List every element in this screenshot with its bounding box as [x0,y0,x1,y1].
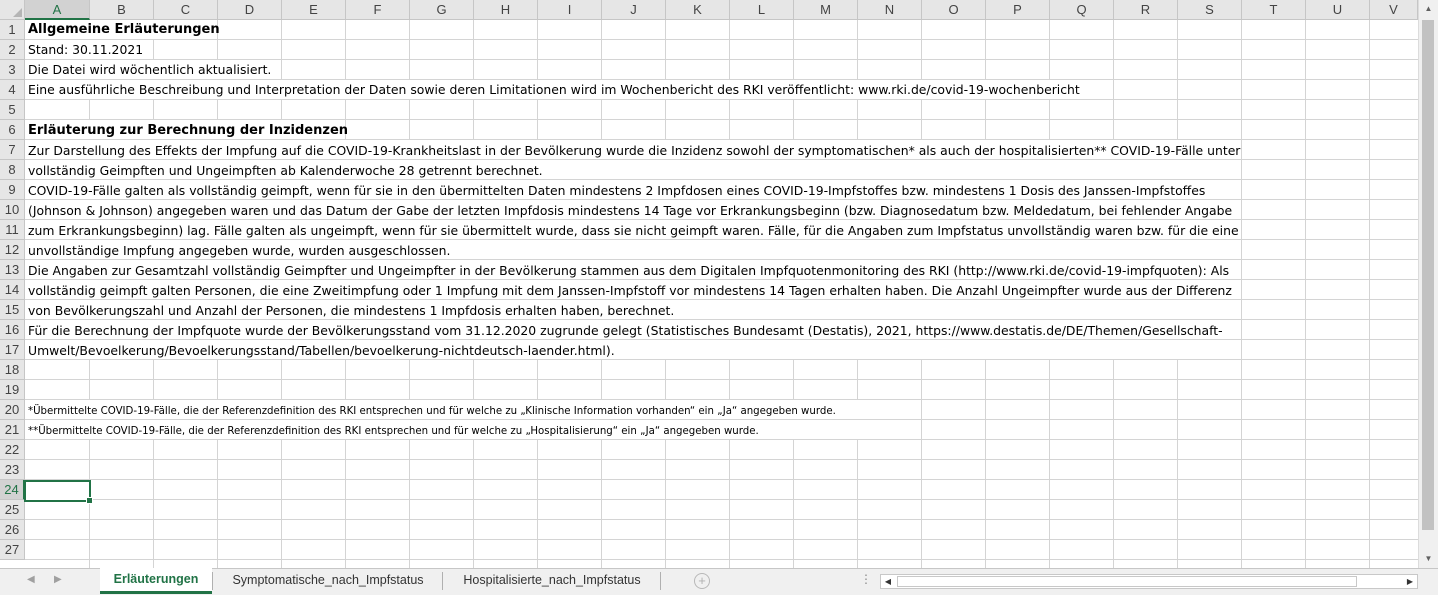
row-header-19[interactable]: 19 [0,380,25,400]
cell-a14[interactable]: vollständig geimpft galten Personen, die eine Zweitimpfung oder 1 Impfung mit dem Janssen-Impfstoff vor mindestens 14 Tagen erhalten haben. Die Anzahl Ungeimpfter wurde aus der Differenz [28,283,1232,298]
gridline [25,379,1418,380]
triangle-right-icon[interactable]: ▶ [54,574,62,585]
column-header-m[interactable]: M [794,0,858,20]
row-header-27[interactable]: 27 [0,540,25,560]
row-header-22[interactable]: 22 [0,440,25,460]
row-header-10[interactable]: 10 [0,200,25,220]
row-header-9[interactable]: 9 [0,180,25,200]
triangle-up-icon[interactable]: ▲ [1424,4,1433,13]
row-header-6[interactable]: 6 [0,120,25,140]
gridline [1305,20,1306,568]
column-header-j[interactable]: J [602,0,666,20]
row-header-18[interactable]: 18 [0,360,25,380]
cell-a12[interactable]: unvollständige Impfung angegeben wurde, wurden ausgeschlossen. [28,243,451,258]
cell-a9[interactable]: COVID-19-Fälle galten als vollständig geimpft, wenn für sie in den übermittelten Daten mindestens 2 Impfdosen eines COVID-19-Impfstoffes bzw. mindestens 1 Dosis des Janssen-Impfstoffes [28,183,1206,198]
row-header-13[interactable]: 13 [0,260,25,280]
horizontal-scroll-thumb[interactable] [897,576,1357,587]
column-header-g[interactable]: G [410,0,474,20]
column-header-b[interactable]: B [90,0,154,20]
column-header-f[interactable]: F [346,0,410,20]
cell-a6[interactable]: Erläuterung zur Berechnung der Inzidenzen [28,123,349,138]
cell-a11[interactable]: zum Erkrankungsbeginn) lag. Fälle galten als ungeimpft, wenn für sie übermittelt wurde, dass sie nicht geimpft waren. Fälle, für die Angaben zum Impfstatus unvollständig waren bzw. für die eine [28,223,1239,238]
gridline [1369,20,1370,568]
row-header-21[interactable]: 21 [0,420,25,440]
cell-a10[interactable]: (Johnson & Johnson) angegeben waren und das Datum der Gabe der letzten Impfdosis mindestens 14 Tage vor Erkrankungsbeginn (bzw. Diagnosedatum bzw. Meldedatum, bei fehlender Angabe [28,203,1233,218]
triangle-right-icon[interactable]: ▶ [1406,577,1414,586]
row-header-25[interactable]: 25 [0,500,25,520]
column-header-k[interactable]: K [666,0,730,20]
triangle-left-icon[interactable]: ◀ [884,577,892,586]
row-header-24[interactable]: 24 [0,480,25,500]
row-header-2[interactable]: 2 [0,40,25,60]
row-header-12[interactable]: 12 [0,240,25,260]
row-header-7[interactable]: 7 [0,140,25,160]
cell-a2[interactable]: Stand: 30.11.2021 [28,42,144,57]
cell-a4[interactable]: Eine ausführliche Beschreibung und Interpretation der Daten sowie deren Limitationen wird im Wochenbericht des RKI veröffentlicht: www.rki.de/covid-19-wochenbericht [28,82,1080,97]
cell-a17[interactable]: Umwelt/Bevoelkerung/Bevoelkerungsstand/Tabellen/bevoelkerung-nichtdeutsch-laender.html). [28,343,615,358]
gridline [25,459,1418,460]
column-header-v[interactable]: V [1370,0,1418,20]
tab-separator [442,572,443,590]
column-header-d[interactable]: D [218,0,282,20]
add-sheet-button[interactable]: + [694,573,710,589]
column-header-l[interactable]: L [730,0,794,20]
gridline [25,499,1418,500]
gridline [25,559,1418,560]
triangle-left-icon[interactable]: ◀ [27,574,35,585]
column-header-i[interactable]: I [538,0,602,20]
gridline [25,479,1418,480]
horizontal-scrollbar[interactable] [880,574,1418,589]
gridline [25,519,1418,520]
row-header-5[interactable]: 5 [0,100,25,120]
cell-a21[interactable]: **Übermittelte COVID-19-Fälle, die der Referenzdefinition des RKI entsprechen und für welche zu „Hospitalisierung“ ein „Ja“ angegeben wurde. [28,426,759,437]
tab-separator [660,572,661,590]
tab-symptomatische[interactable]: Symptomatische_nach_Impfstatus [232,573,424,587]
cell-a7[interactable]: Zur Darstellung des Effekts der Impfung auf die COVID-19-Krankheitslast in der Bevölkerung wurde die Inzidenz sowohl der symptomatischen* als auch der hospitalisierten** COVID-19-Fälle unter [28,143,1241,158]
tab-hospitalisierte[interactable]: Hospitalisierte_nach_Impfstatus [463,573,641,587]
row-header-4[interactable]: 4 [0,80,25,100]
column-header-h[interactable]: H [474,0,538,20]
row-header-1[interactable]: 1 [0,20,25,40]
column-header-c[interactable]: C [154,0,218,20]
column-header-n[interactable]: N [858,0,922,20]
row-header-23[interactable]: 23 [0,460,25,480]
cell-a8[interactable]: vollständig Geimpften und Ungeimpften ab Kalenderwoche 28 getrennt berechnet. [28,163,543,178]
sheet-tab-bar [0,568,1438,595]
row-header-20[interactable]: 20 [0,400,25,420]
row-header-14[interactable]: 14 [0,280,25,300]
cell-a13[interactable]: Die Angaben zur Gesamtzahl vollständig Geimpfter und Ungeimpfter in der Bevölkerung stammen aus dem Digitalen Impfquotenmonitoring des RKI (http://www.rki.de/covid-19-impfquoten): Als [28,263,1230,278]
vertical-dots-icon[interactable]: ⋮ [860,572,872,586]
gridline [1241,20,1242,568]
row-header-26[interactable]: 26 [0,520,25,540]
selected-cell-a24[interactable] [24,480,91,502]
triangle-down-icon[interactable]: ▼ [1424,554,1433,563]
select-all-corner[interactable] [0,0,25,20]
row-header-11[interactable]: 11 [0,220,25,240]
row-header-15[interactable]: 15 [0,300,25,320]
cell-a3[interactable]: Die Datei wird wöchentlich aktualisiert. [28,62,272,77]
column-header-s[interactable]: S [1178,0,1242,20]
row-header-3[interactable]: 3 [0,60,25,80]
cell-a20[interactable]: *Übermittelte COVID-19-Fälle, die der Referenzdefinition des RKI entsprechen und für welche zu „Klinische Information vorhanden“ ein „Ja“ angegeben wurde. [28,406,836,417]
column-header-a[interactable]: A [25,0,90,20]
gridline [25,39,1418,40]
column-header-t[interactable]: T [1242,0,1306,20]
tab-erlaeuterungen[interactable]: Erläuterungen [100,568,212,594]
row-header-17[interactable]: 17 [0,340,25,360]
column-header-u[interactable]: U [1306,0,1370,20]
column-header-e[interactable]: E [282,0,346,20]
vertical-scrollbar[interactable] [1418,0,1438,568]
column-header-p[interactable]: P [986,0,1050,20]
column-header-r[interactable]: R [1114,0,1178,20]
row-header-16[interactable]: 16 [0,320,25,340]
gridline [25,539,1418,540]
cell-a1[interactable]: Allgemeine Erläuterungen [28,22,220,37]
row-header-8[interactable]: 8 [0,160,25,180]
vertical-scroll-thumb[interactable] [1422,20,1434,530]
cell-a16[interactable]: Für die Berechnung der Impfquote wurde der Bevölkerungsstand vom 31.12.2020 zugrunde gelegt (Statistisches Bundesamt (Destatis), 2021, https://www.destatis.de/DE/Themen/Gesellschaft- [28,323,1223,338]
cell-a15[interactable]: von Bevölkerungszahl und Anzahl der Personen, die mindestens 1 Impfdosis erhalten haben, berechnet. [28,303,675,318]
tab-separator [212,572,213,590]
column-header-o[interactable]: O [922,0,986,20]
column-header-q[interactable]: Q [1050,0,1114,20]
